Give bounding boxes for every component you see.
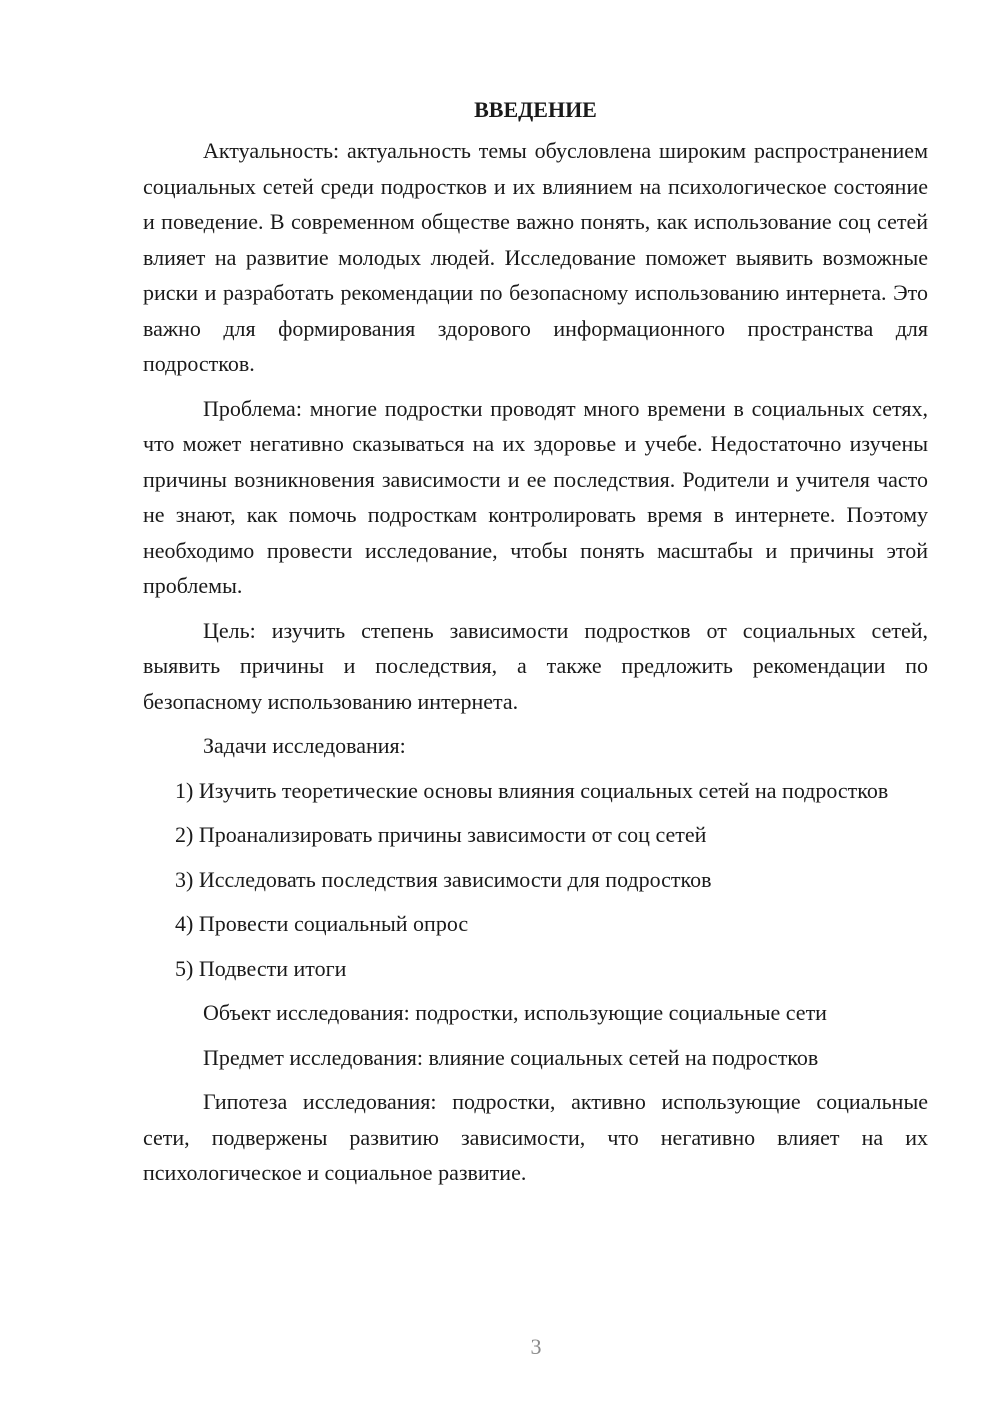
problem-paragraph: Проблема: многие подростки проводят много времени в социальных сетях, что может негативно сказываться на их здоровье и учебе. Недостаточно изучены причины возникновения зависимости и ее последствия. Родители и учителя часто не знают, как помочь подросткам контролировать время в интернете. Поэтому необходимо провести исследование, чтобы понять масштабы и причины этой проблемы. bbox=[143, 395, 928, 598]
task-item: 1) Изучить теоретические основы влияния социальных сетей на подростков bbox=[175, 777, 889, 803]
task-item: 4) Провести социальный опрос bbox=[175, 911, 469, 936]
page-number: 3 bbox=[530, 1334, 542, 1359]
tasks-heading: Задачи исследования: bbox=[203, 733, 406, 758]
research-hypothesis: Гипотеза исследования: подростки, активно использующие социальные сети, подвержены развитию зависимости, что негативно влияет на их психологическое и социальное развитие. bbox=[143, 1089, 928, 1185]
page-content bbox=[143, 95, 928, 1200]
relevance-paragraph: Актуальность: актуальность темы обусловлена широким распространением социальных сетей среди подростков и их влиянием на психологическое состояние и поведение. В современном обществе важно понять, как использование соц сетей влияет на развитие молодых людей. Исследование поможет выявить возможные риски и разработать рекомендации по безопасному использованию интернета. Это важно для формирования здорового информационного пространства для подростков. bbox=[143, 138, 928, 376]
research-object: Объект исследования: подростки, использующие социальные сети bbox=[203, 1000, 827, 1025]
research-subject: Предмет исследования: влияние социальных сетей на подростков bbox=[203, 1044, 819, 1070]
task-item: 3) Исследовать последствия зависимости для подростков bbox=[175, 866, 712, 892]
task-item: 5) Подвести итоги bbox=[175, 955, 347, 981]
task-item: 2) Проанализировать причины зависимости от соц сетей bbox=[175, 822, 707, 847]
page-title: ВВЕДЕНИЕ bbox=[474, 97, 597, 122]
goal-paragraph: Цель: изучить степень зависимости подростков от социальных сетей, выявить причины и последствия, а также предложить рекомендации по безопасному использованию интернета. bbox=[143, 617, 928, 714]
